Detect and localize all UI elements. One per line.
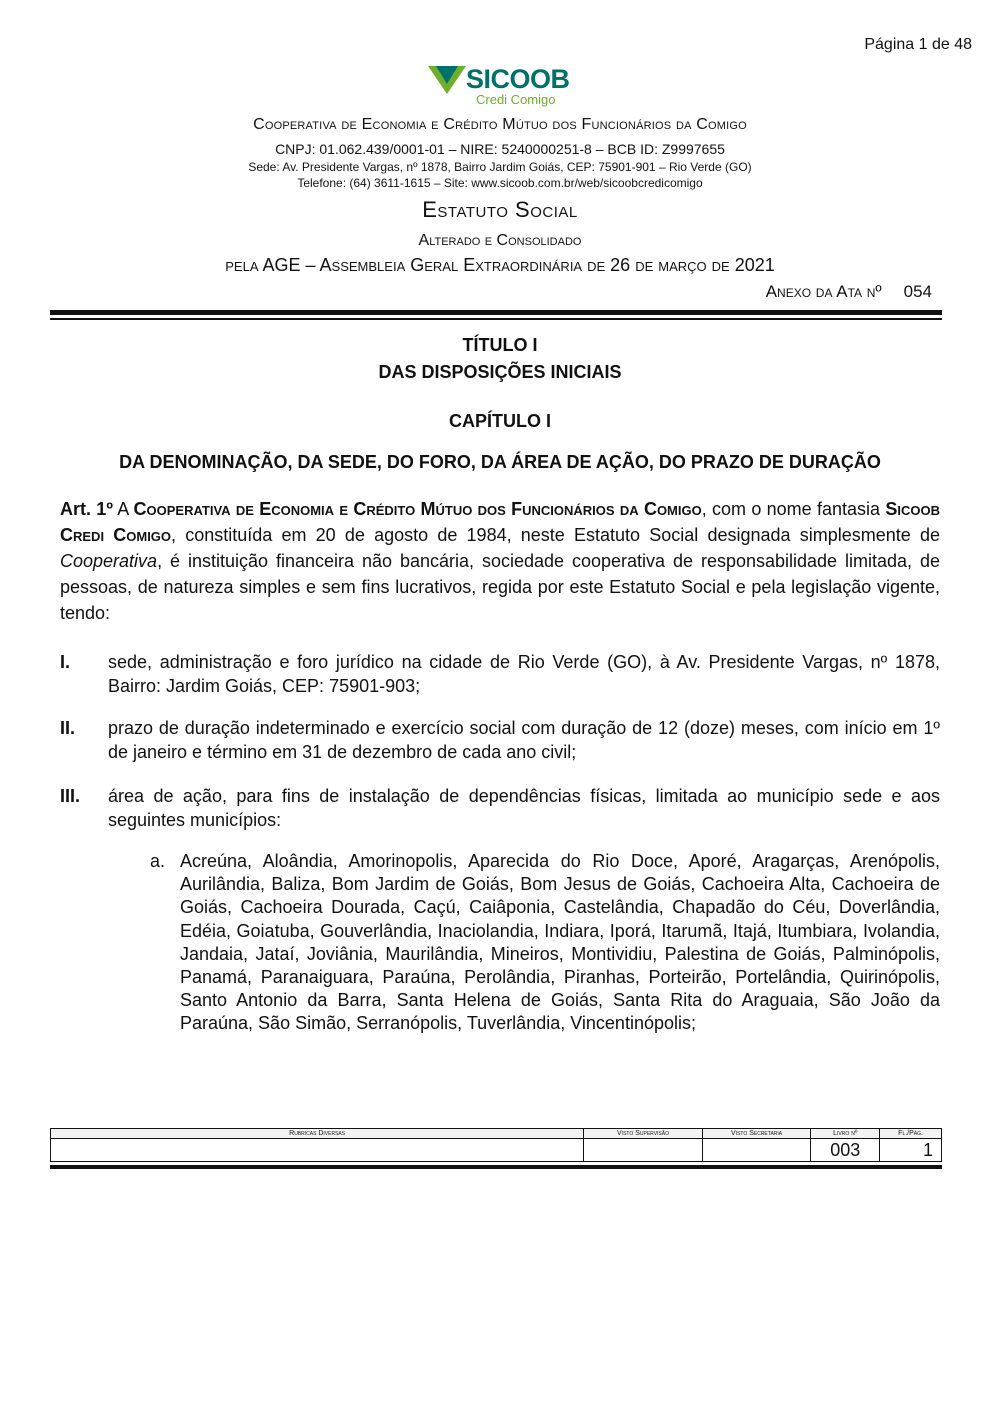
anexo-label: Anexo da Ata nº	[765, 282, 882, 301]
header-visto-supervisao: Visto Supervisão	[584, 1129, 703, 1139]
cooperative-name: Cooperativa de Economia e Crédito Mútuo dos Funcionários da Comigo	[253, 116, 747, 133]
capitulo-number: CAPÍTULO I	[449, 411, 551, 431]
item-text: sede, administração e foro jurídico na cidade de Rio Verde (GO), à Av. Presidente Vargas, nº 1878, Bairro: Jardim Goiás, CEP: 75901-903;	[108, 652, 940, 696]
item-text: área de ação, para fins de instalação de dependências físicas, limitada ao município sede e aos seguintes municípios:	[108, 786, 940, 830]
cell-visto-supervisao	[584, 1139, 703, 1162]
item-number: II.	[60, 718, 76, 738]
cell-folha: 1	[880, 1139, 942, 1162]
sicoob-logo-icon	[428, 64, 468, 96]
logo-brand: SICOOB	[466, 64, 570, 94]
header-livro: Livro nº	[811, 1129, 880, 1139]
cell-livro: 003	[811, 1139, 880, 1162]
document-subtitle-assembly: pela AGE – Assembleia Geral Extraordinária de 26 de março de 2021	[225, 255, 775, 275]
sicoob-logo	[428, 64, 578, 110]
header-divider-thick	[50, 310, 942, 315]
address-line: Sede: Av. Presidente Vargas, nº 1878, Bairro Jardim Goiás, CEP: 75901-901 – Rio Verde (GO)	[248, 160, 752, 174]
article-label: Art. 1º	[60, 499, 113, 519]
municipality-text: Acreúna, Aloândia, Amorinopolis, Aparecida do Rio Doce, Aporé, Aragarças, Arenópolis, Aurilândia, Baliza, Bom Jardim de Goiás, Bom Jesus de Goiás, Cachoeira Alta, Cachoeira de Goiás, Cachoeira Dourada, Caçú, Caiâponia, Castelândia, Chapadão do Céu, Doverlândia, Edéia, Goiatuba, Gouverlândia, Inaciolandia, Indiara, Iporá, Itarumã, Itajá, Itumbiara, Ivolandia, Jandaia, Jataí, Joviânia, Maurilândia, Mineiros, Montividiu, Palestina de Goiás, Palminópolis, Panamá, Paranaiguara, Paraúna, Perolândia, Piranhas, Porteirão, Portelândia, Quirinópolis, Santo Antonio da Barra, Santa Helena de Goiás, Santa Rita do Araguaia, São João da Paraúna, São Simão, Serranópolis, Tuverlândia, Vincentinópolis;	[180, 851, 940, 1034]
header-folha: Fl./Pág.	[880, 1129, 942, 1139]
contact-line: Telefone: (64) 3611-1615 – Site: www.sicoob.com.br/web/sicoobcredicomigo	[297, 176, 703, 190]
page-number: Página 1 de 48	[864, 36, 972, 53]
article-text: , com o nome fantasia	[701, 499, 881, 519]
titulo-name: DAS DISPOSIÇÕES INICIAIS	[378, 362, 622, 382]
item-number: I.	[60, 652, 71, 672]
article-text: , constituída em 20 de agosto de 1984, neste Estatuto Social designada simplesmente de	[171, 525, 940, 545]
article-text: A	[117, 499, 129, 519]
footer-divider	[50, 1165, 942, 1169]
footer-signature-table	[50, 1128, 942, 1162]
document-title: Estatuto Social	[422, 197, 578, 222]
registration-line: CNPJ: 01.062.439/0001-01 – NIRE: 5240000251-8 – BCB ID: Z9997655	[275, 141, 725, 157]
capitulo-name: DA DENOMINAÇÃO, DA SEDE, DO FORO, DA ÁREA DE AÇÃO, DO PRAZO DE DURAÇÃO	[119, 452, 881, 472]
cooperative-name-inline: Cooperativa de Economia e Crédito Mútuo dos Funcionários da Comigo	[133, 499, 702, 519]
header-divider-thin	[50, 318, 942, 320]
item-text: prazo de duração indeterminado e exercício social com duração de 12 (doze) meses, com início em 1º de janeiro e término em 31 de dezembro de cada ano civil;	[108, 718, 940, 762]
item-number: III.	[60, 786, 81, 806]
logo-subtitle: Credi Comigo	[476, 92, 556, 107]
designation: Cooperativa	[60, 551, 158, 571]
anexo-number: 054	[903, 282, 932, 301]
document-subtitle: Alterado e Consolidado	[418, 232, 582, 249]
sub-item-letter: a.	[150, 851, 166, 871]
cell-rubricas	[51, 1139, 584, 1162]
cell-visto-secretaria	[702, 1139, 811, 1162]
article-text: , é instituição financeira não bancária, sociedade cooperativa de responsabilidade limitada, de pessoas, de natureza simples e sem fins lucrativos, regida por este Estatuto Social e pela legislação vigente, tendo:	[60, 551, 940, 623]
fantasy-name: Sicoob Credi Comigo	[60, 499, 940, 545]
titulo-number: TÍTULO I	[462, 335, 538, 355]
header-visto-secretaria: Visto Secretaria	[702, 1129, 811, 1139]
anexo-ata	[766, 282, 932, 302]
header-rubricas: Rubricas Diversas	[51, 1129, 584, 1139]
article-1	[60, 496, 940, 626]
